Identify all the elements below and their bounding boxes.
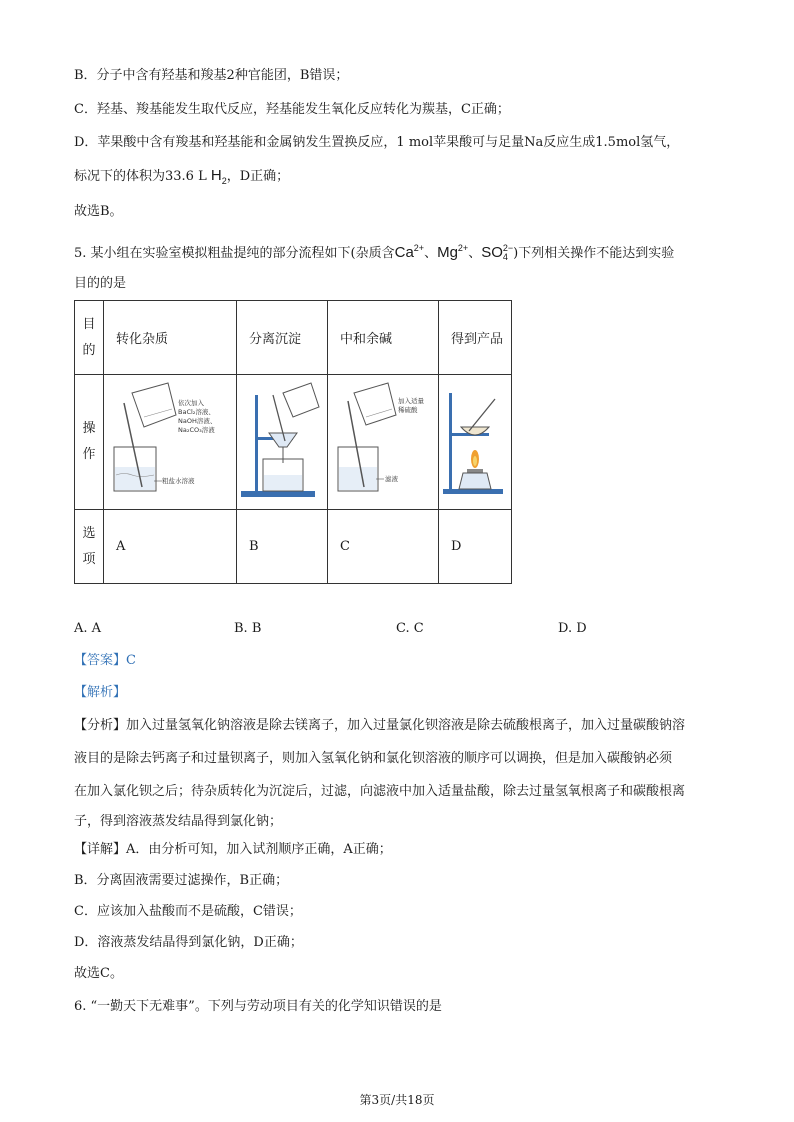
label: BaCl₂溶液、 xyxy=(178,408,215,416)
label: 滤液 xyxy=(385,475,398,483)
choice-c: C. C xyxy=(396,621,424,636)
text-line: 目的的是 xyxy=(74,276,127,291)
text-line: 子，得到溶液蒸发结晶得到氯化钠； xyxy=(74,814,283,829)
label: 粗盐水溶液 xyxy=(162,477,195,485)
table-cell: 中和余碱 xyxy=(328,301,439,375)
text-line: 【分析】加入过量氢氧化钠溶液是除去镁离子，加入过量氯化钡溶液是除去硫酸根离子，加入过量碳酸钠溶 xyxy=(74,718,686,733)
table-row-operation xyxy=(75,375,512,510)
page-footer: 第3页/共18页 xyxy=(359,1093,435,1107)
text-line: D．苹果酸中含有羧基和羟基能和金属钠发生置换反应，1 mol苹果酸可与足量Na反应生成1.5mol氢气， xyxy=(74,135,680,150)
filtration-apparatus-image xyxy=(237,375,327,505)
table-cell: D xyxy=(439,510,512,584)
table-cell: C xyxy=(328,510,439,584)
label: NaOH溶液、 xyxy=(178,417,217,425)
text-line: C．羟基、羧基能发生取代反应，羟基能发生氧化反应转化为羰基，C正确； xyxy=(74,102,510,117)
question-5: 5. 某小组在实验室模拟粗盐提纯的部分流程如下(杂质含$Ca^{2+}$、$Mg^{2+}$、SO 2− 4 )下列相关操作不能达到实验 xyxy=(74,243,675,263)
choice-b: B. B xyxy=(234,621,262,636)
table-cell xyxy=(237,375,328,510)
table-cell: 得到产品 xyxy=(439,301,512,375)
label: 稀硫酸 xyxy=(398,406,418,414)
text-line: B．分离固液需要过滤操作，B正确； xyxy=(74,873,289,888)
text-line: 液目的是除去钙离子和过量钡离子，则加入氢氧化钠和氯化钡溶液的顺序可以调换，但是加入碳酸钠必须 xyxy=(74,751,673,766)
row-head: 选 项 xyxy=(75,510,104,584)
choice-a: A. A xyxy=(74,621,102,636)
neutralization-apparatus-image xyxy=(328,375,438,505)
mixing-apparatus-image xyxy=(104,375,236,505)
text-fragment: 5. 某小组在实验室模拟粗盐提纯的部分流程如下(杂质含 xyxy=(74,246,395,261)
text-line xyxy=(74,166,289,191)
table-cell xyxy=(104,375,237,510)
label: Na₂CO₃溶液 xyxy=(178,426,215,434)
evaporation-apparatus-image xyxy=(439,375,511,505)
formula-h2: $H_2$ xyxy=(210,167,227,186)
table-row-purpose xyxy=(75,301,512,375)
text-line: 在加入氯化钡之后；待杂质转化为沉淀后，过滤，向滤液中加入适量盐酸，除去过量氢氧根离子和碳酸根离 xyxy=(74,784,686,799)
table-row-options xyxy=(75,510,512,584)
text-line: 故选C。 xyxy=(74,966,123,981)
text-line: 故选B。 xyxy=(74,204,123,219)
label: 依次加入 xyxy=(178,399,204,407)
table-cell: 转化杂质 xyxy=(104,301,237,375)
table-cell: 分离沉淀 xyxy=(237,301,328,375)
label: 加入适量 xyxy=(398,397,424,405)
answer-label: 【答案】C xyxy=(74,653,136,668)
choice-d: D. D xyxy=(558,621,587,636)
ion-mg: $Mg^{2+}$ xyxy=(437,243,469,261)
table-cell xyxy=(328,375,439,510)
text-line: B．分子中含有羟基和羧基2种官能团，B错误； xyxy=(74,68,349,83)
text-fragment: ，D正确； xyxy=(226,169,290,184)
text-line: C．应该加入盐酸而不是硫酸，C错误； xyxy=(74,904,302,919)
ion-ca: $Ca^{2+}$ xyxy=(394,243,425,261)
table-cell: A xyxy=(104,510,237,584)
table-cell: B xyxy=(237,510,328,584)
row-head: 目 的 xyxy=(75,301,104,375)
ion-so4: SO 2− 4 xyxy=(481,243,514,263)
experiment-table xyxy=(74,300,512,584)
text-line: D．溶液蒸发结晶得到氯化钠，D正确； xyxy=(74,935,303,950)
text-line: 【详解】A．由分析可知，加入试剂顺序正确，A正确； xyxy=(74,842,392,857)
table-cell xyxy=(439,375,512,510)
row-head: 操 作 xyxy=(75,375,104,510)
text-fragment: 下列相关操作不能达到实验 xyxy=(518,246,675,261)
text-fragment: 标况下的体积为33.6 L xyxy=(74,169,211,184)
question-6: 6. “一勤天下无难事”。下列与劳动项目有关的化学知识错误的是 xyxy=(74,999,442,1014)
analysis-label: 【解析】 xyxy=(74,685,127,700)
